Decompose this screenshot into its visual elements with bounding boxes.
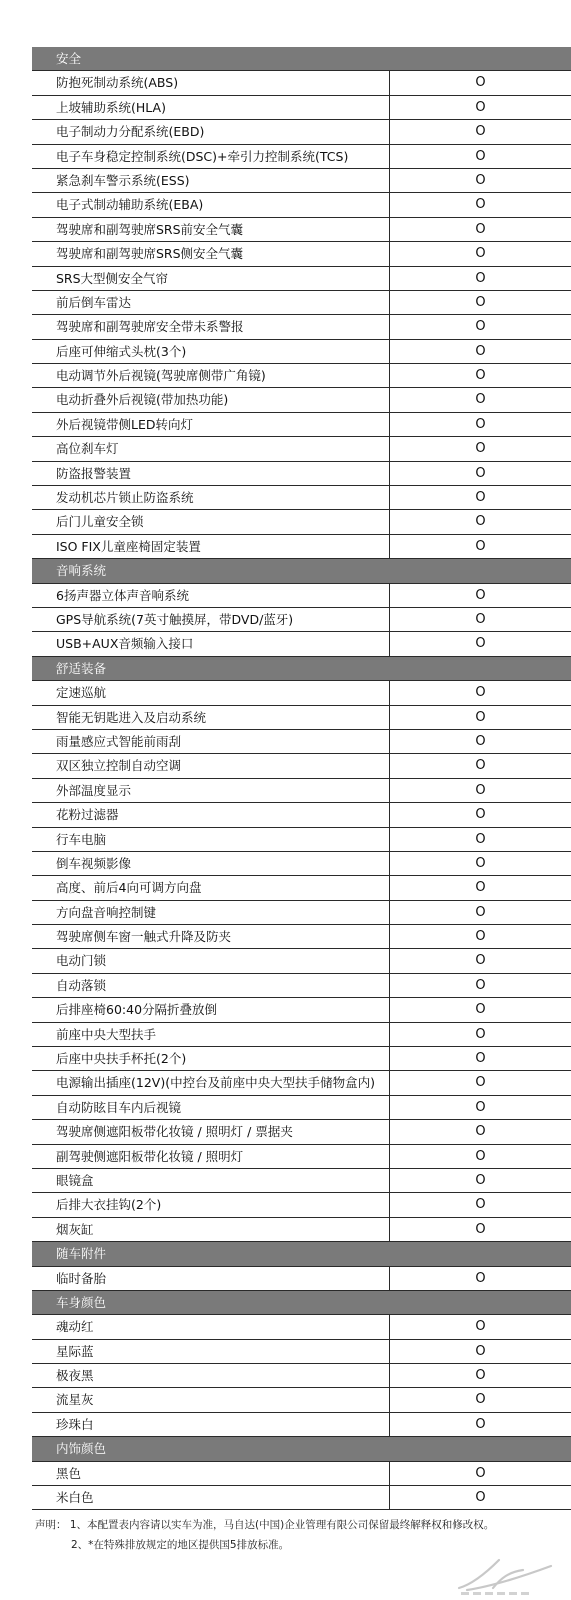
feature-label: 电源输出插座(12V)(中控台及前座中央大型扶手储物盒内) <box>32 1071 390 1094</box>
table-row <box>32 193 571 217</box>
section-header: 车身颜色 <box>32 1291 571 1315</box>
table-row <box>32 1267 571 1291</box>
feature-label: 电子制动力分配系统(EBD) <box>32 120 390 143</box>
section-header: 内饰颜色 <box>32 1437 571 1461</box>
standard-mark: O <box>475 1051 486 1067</box>
standard-mark: O <box>475 977 486 993</box>
section-header: 随车附件 <box>32 1242 571 1266</box>
feature-label: 花粉过滤器 <box>32 803 390 826</box>
standard-mark: O <box>475 197 486 213</box>
feature-label: 前座中央大型扶手 <box>32 1023 390 1046</box>
feature-label: 自动防眩目车内后视镜 <box>32 1096 390 1119</box>
feature-label: 防抱死制动系统(ABS) <box>32 71 390 94</box>
table-row <box>32 1120 571 1144</box>
feature-label: 魂动红 <box>32 1315 390 1338</box>
feature-label: 上坡辅助系统(HLA) <box>32 96 390 119</box>
footnote-line-2: 2、*在特殊排放规定的地区提供国5排放标准。 <box>71 1539 290 1551</box>
table-row <box>32 1218 571 1242</box>
feature-label: 方向盘音响控制键 <box>32 901 390 924</box>
standard-mark: O <box>475 587 486 603</box>
standard-mark: O <box>475 465 486 481</box>
standard-mark: O <box>475 636 486 652</box>
table-row <box>32 901 571 925</box>
standard-mark: O <box>475 392 486 408</box>
feature-label: 高度、前后4向可调方向盘 <box>32 876 390 899</box>
standard-mark: O <box>475 221 486 237</box>
feature-label: 极夜黑 <box>32 1364 390 1387</box>
section-header: 安全 <box>32 47 571 71</box>
feature-label: 后座可伸缩式头枕(3个) <box>32 340 390 363</box>
table-row <box>32 1413 571 1437</box>
table-row <box>32 315 571 339</box>
standard-mark: O <box>475 538 486 554</box>
table-row <box>32 510 571 534</box>
standard-mark: O <box>475 1124 486 1140</box>
table-row <box>32 267 571 291</box>
standard-mark: O <box>475 807 486 823</box>
table-row <box>32 1486 571 1510</box>
standard-mark: O <box>475 319 486 335</box>
standard-mark: O <box>475 880 486 896</box>
table-row <box>32 974 571 998</box>
table-row <box>32 706 571 730</box>
table-row <box>32 1388 571 1412</box>
table-row <box>32 413 571 437</box>
table-row <box>32 1145 571 1169</box>
table-row <box>32 1315 571 1339</box>
feature-label: 眼镜盒 <box>32 1169 390 1192</box>
standard-mark: O <box>475 1319 486 1335</box>
feature-label: SRS大型侧安全气帘 <box>32 267 390 290</box>
feature-label: 后排大衣挂钩(2个) <box>32 1193 390 1216</box>
standard-mark: O <box>475 758 486 774</box>
feature-label: 流星灰 <box>32 1388 390 1411</box>
standard-mark: O <box>475 685 486 701</box>
table-row <box>32 486 571 510</box>
table-row <box>32 535 571 559</box>
feature-label: 电动折叠外后视镜(带加热功能) <box>32 388 390 411</box>
standard-mark: O <box>475 1099 486 1115</box>
table-row <box>32 852 571 876</box>
feature-label: 6扬声器立体声音响系统 <box>32 584 390 607</box>
standard-mark: O <box>475 904 486 920</box>
table-row <box>32 754 571 778</box>
standard-mark: O <box>475 490 486 506</box>
standard-mark: O <box>475 343 486 359</box>
table-row <box>32 1047 571 1071</box>
feature-label: 米白色 <box>32 1486 390 1509</box>
table-row <box>32 71 571 95</box>
feature-label: 高位刹车灯 <box>32 437 390 460</box>
feature-label: 行车电脑 <box>32 828 390 851</box>
feature-label: 电子式制动辅助系统(EBA) <box>32 193 390 216</box>
table-row <box>32 803 571 827</box>
standard-mark: O <box>475 1221 486 1237</box>
feature-label: 外后视镜带侧LED转向灯 <box>32 413 390 436</box>
feature-label: 星际蓝 <box>32 1340 390 1363</box>
table-row <box>32 632 571 656</box>
table-row <box>32 949 571 973</box>
footnote-line-1: 声明： 1、本配置表内容请以实车为准，马自达(中国)企业管理有限公司保留最终解释权和修改权。 <box>35 1519 495 1531</box>
table-row <box>32 681 571 705</box>
standard-mark: O <box>475 831 486 847</box>
table-row <box>32 145 571 169</box>
standard-mark: O <box>475 855 486 871</box>
table-row <box>32 291 571 315</box>
table-row <box>32 779 571 803</box>
table-row <box>32 584 571 608</box>
feature-label: 临时备胎 <box>32 1267 390 1290</box>
standard-mark: O <box>475 416 486 432</box>
feature-label: 驾驶席和副驾驶席安全带未系警报 <box>32 315 390 338</box>
standard-mark: O <box>475 514 486 530</box>
table-row <box>32 169 571 193</box>
table-row <box>32 1340 571 1364</box>
feature-label: 电动门锁 <box>32 949 390 972</box>
table-row <box>32 437 571 461</box>
section-header: 舒适装备 <box>32 657 571 681</box>
standard-mark: O <box>475 270 486 286</box>
table-row <box>32 96 571 120</box>
standard-mark: O <box>475 782 486 798</box>
feature-label: 驾驶席侧遮阳板带化妆镜 / 照明灯 / 票据夹 <box>32 1120 390 1143</box>
standard-mark: O <box>475 1172 486 1188</box>
feature-label: 自动落锁 <box>32 974 390 997</box>
feature-label: 后座中央扶手杯托(2个) <box>32 1047 390 1070</box>
standard-mark: O <box>475 733 486 749</box>
feature-label: USB+AUX音频输入接口 <box>32 632 390 655</box>
feature-label: 外部温度显示 <box>32 779 390 802</box>
feature-label: 驾驶席侧车窗一触式升降及防夹 <box>32 925 390 948</box>
feature-label: 黑色 <box>32 1462 390 1485</box>
standard-mark: O <box>475 246 486 262</box>
feature-label: 发动机芯片锁止防盗系统 <box>32 486 390 509</box>
feature-label: 定速巡航 <box>32 681 390 704</box>
standard-mark: O <box>475 75 486 91</box>
feature-label: GPS导航系统(7英寸触摸屏，带DVD/蓝牙) <box>32 608 390 631</box>
table-row <box>32 1096 571 1120</box>
standard-mark: O <box>475 172 486 188</box>
standard-mark: O <box>475 1416 486 1432</box>
standard-mark: O <box>475 1026 486 1042</box>
feature-label: 前后倒车雷达 <box>32 291 390 314</box>
standard-mark: O <box>475 1392 486 1408</box>
table-row <box>32 120 571 144</box>
feature-label: 后排座椅60:40分隔折叠放倒 <box>32 998 390 1021</box>
standard-mark: O <box>475 1270 486 1286</box>
feature-label: 副驾驶侧遮阳板带化妆镜 / 照明灯 <box>32 1145 390 1168</box>
pcauto-watermark-logo <box>453 1554 557 1596</box>
standard-mark: O <box>475 124 486 140</box>
table-row <box>32 388 571 412</box>
standard-mark: O <box>475 1490 486 1506</box>
standard-mark: O <box>475 1368 486 1384</box>
feature-label: 电子车身稳定控制系统(DSC)+牵引力控制系统(TCS) <box>32 145 390 168</box>
feature-label: 智能无钥匙进入及启动系统 <box>32 706 390 729</box>
table-row <box>32 364 571 388</box>
standard-mark: O <box>475 368 486 384</box>
table-row <box>32 925 571 949</box>
table-row <box>32 462 571 486</box>
table-row <box>32 340 571 364</box>
standard-mark: O <box>475 953 486 969</box>
standard-mark: O <box>475 1465 486 1481</box>
table-row <box>32 242 571 266</box>
standard-mark: O <box>475 99 486 115</box>
section-header: 音响系统 <box>32 559 571 583</box>
table-row <box>32 730 571 754</box>
table-row <box>32 1462 571 1486</box>
table-row <box>32 608 571 632</box>
standard-mark: O <box>475 709 486 725</box>
standard-mark: O <box>475 1002 486 1018</box>
table-row <box>32 1023 571 1047</box>
feature-label: 防盗报警装置 <box>32 462 390 485</box>
feature-label: 驾驶席和副驾驶席SRS前安全气囊 <box>32 218 390 241</box>
feature-label: 紧急刹车警示系统(ESS) <box>32 169 390 192</box>
feature-label: 电动调节外后视镜(驾驶席侧带广角镜) <box>32 364 390 387</box>
table-row <box>32 1169 571 1193</box>
table-row <box>32 1193 571 1217</box>
standard-mark: O <box>475 1343 486 1359</box>
feature-label: 驾驶席和副驾驶席SRS侧安全气囊 <box>32 242 390 265</box>
feature-label: 珍珠白 <box>32 1413 390 1436</box>
table-row <box>32 1071 571 1095</box>
standard-mark: O <box>475 148 486 164</box>
standard-mark: O <box>475 611 486 627</box>
feature-label: 双区独立控制自动空调 <box>32 754 390 777</box>
feature-label: 倒车视频影像 <box>32 852 390 875</box>
table-row <box>32 828 571 852</box>
standard-mark: O <box>475 929 486 945</box>
spec-table <box>32 47 571 1510</box>
feature-label: 后门儿童安全锁 <box>32 510 390 533</box>
standard-mark: O <box>475 1075 486 1091</box>
standard-mark: O <box>475 1148 486 1164</box>
feature-label: 雨量感应式智能前雨刮 <box>32 730 390 753</box>
feature-label: ISO FIX儿童座椅固定装置 <box>32 535 390 558</box>
standard-mark: O <box>475 294 486 310</box>
standard-mark: O <box>475 441 486 457</box>
table-row <box>32 876 571 900</box>
table-row <box>32 998 571 1022</box>
table-row <box>32 218 571 242</box>
footnote <box>35 1515 555 1555</box>
table-row <box>32 1364 571 1388</box>
feature-label: 烟灰缸 <box>32 1218 390 1241</box>
standard-mark: O <box>475 1197 486 1213</box>
